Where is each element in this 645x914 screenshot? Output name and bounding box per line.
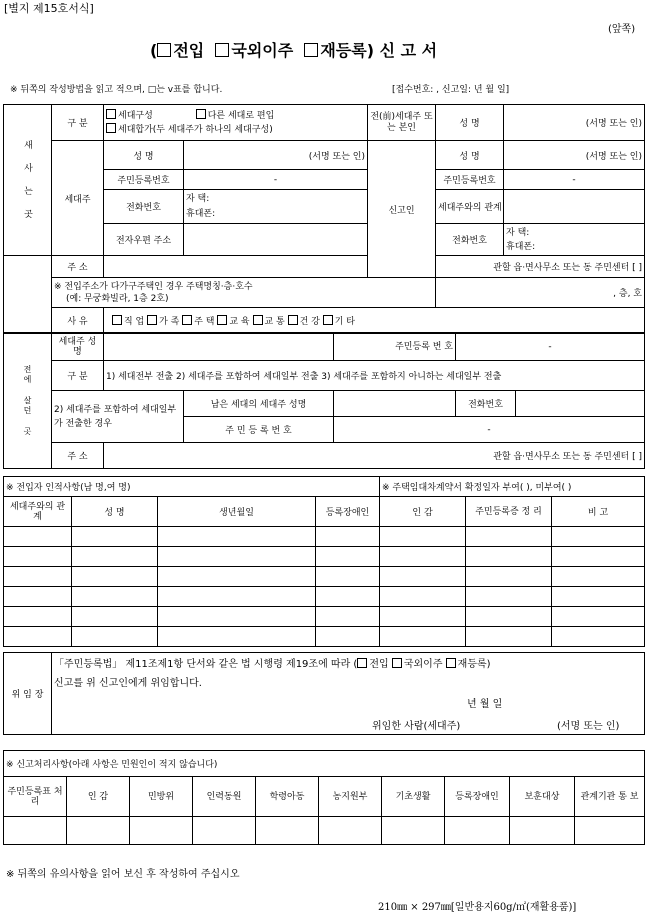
table-row — [4, 527, 645, 547]
col-seal: 인 감 — [380, 497, 466, 527]
checkbox-household-form[interactable] — [106, 109, 116, 119]
person-note-cell[interactable] — [552, 607, 645, 627]
gubun-label: 구 분 — [52, 105, 104, 141]
checkbox-deleg-reregister[interactable] — [446, 658, 456, 668]
delegation-label: 위 임 장 — [4, 653, 52, 735]
head-label: 세대주 — [52, 141, 104, 256]
table-row — [4, 607, 645, 627]
head-home-phone: 자 택: — [186, 193, 210, 204]
new-address-section-label — [4, 105, 52, 256]
processing-col-header: 주민등록표 처 리 — [4, 777, 67, 817]
processing-col-header: 인력동원 — [193, 777, 256, 817]
new-address-table — [3, 104, 645, 334]
person-seal-cell[interactable] — [380, 527, 466, 547]
processing-col-header: 기초생활 — [382, 777, 445, 817]
head-phone-fields[interactable] — [184, 190, 368, 224]
processing-cell[interactable] — [256, 817, 319, 845]
checkbox-reason-health[interactable] — [288, 315, 298, 325]
processing-col-header: 민방위 — [130, 777, 193, 817]
processing-col-header: 농지원부 — [319, 777, 382, 817]
delegation-line2: 신고를 위 신고인에게 위임합니다. — [54, 678, 202, 689]
person-note-cell[interactable] — [552, 547, 645, 567]
checkbox-reason-family[interactable] — [147, 315, 157, 325]
prev-address-label: 주 소 — [52, 443, 104, 469]
reporter-sign[interactable]: (서명 또는 인) — [504, 141, 645, 170]
processing-cell[interactable] — [445, 817, 510, 845]
reporter-name-label: 성 명 — [436, 141, 504, 170]
checkbox-reason-traffic[interactable] — [253, 315, 263, 325]
delegator-sign[interactable]: (서명 또는 인) — [557, 721, 620, 732]
reason-traffic: 교 통 — [264, 317, 285, 327]
prev-gubun-options[interactable]: 1) 세대전부 전출 2) 세대주를 포함하여 세대일부 전출 3) 세대주를 포함하지 아니하는 세대일부 전출 — [104, 361, 645, 391]
person-name-cell[interactable] — [72, 627, 158, 647]
processing-col-header: 관계기관 통 보 — [575, 777, 645, 817]
person-note-cell[interactable] — [552, 567, 645, 587]
checkbox-reason-housing[interactable] — [182, 315, 192, 325]
person-relation-cell[interactable] — [4, 607, 72, 627]
paper-spec: 210㎜ × 297㎜[일반용지60g/㎡(재활용품)] — [378, 902, 577, 913]
prev-address-field[interactable]: 관할 읍·면사무소 또는 동 주민센터 [ ] — [104, 443, 645, 469]
person-seal-cell[interactable] — [380, 547, 466, 567]
delegation-text1: 「주민등록법」 제11조제1항 단서와 같은 법 시행령 제19조에 따라 ( — [54, 659, 358, 670]
processing-col-header: 등록장애인 — [445, 777, 510, 817]
reporter-label: 신고인 — [368, 141, 436, 278]
remain-head-field[interactable] — [334, 391, 456, 417]
table-row — [4, 587, 645, 607]
person-seal-cell[interactable] — [380, 627, 466, 647]
processing-cell[interactable] — [4, 817, 67, 845]
person-idcard-cell[interactable] — [466, 547, 552, 567]
delegation-table — [3, 652, 645, 735]
reason-health: 건 강 — [299, 317, 320, 327]
reason-other: 기 타 — [334, 317, 355, 327]
prev-head-label: 전(前)세대주 또는 본인 — [368, 105, 436, 141]
checkbox-move-in[interactable] — [157, 43, 171, 57]
reason-options — [104, 308, 645, 334]
processing-cell[interactable] — [575, 817, 645, 845]
gubun-options — [104, 105, 368, 141]
delegation-line1 — [54, 655, 642, 670]
person-disabled-cell[interactable] — [316, 627, 380, 647]
processing-col-header: 학령아동 — [256, 777, 319, 817]
title-close: ) 신 고 서 — [366, 41, 438, 60]
table-row — [4, 567, 645, 587]
checkbox-deleg-move-in[interactable] — [357, 658, 367, 668]
reason-housing: 주 택 — [194, 317, 215, 327]
page-title — [150, 38, 437, 61]
reason-label: 사 유 — [52, 308, 104, 334]
person-idcard-cell[interactable] — [466, 567, 552, 587]
person-disabled-cell[interactable] — [316, 567, 380, 587]
col-disabled: 등록장애인 — [316, 497, 380, 527]
checkbox-emigration[interactable] — [215, 43, 229, 57]
person-note-cell[interactable] — [552, 587, 645, 607]
deleg-opt2: 국외이주 — [403, 659, 443, 670]
person-name-cell[interactable] — [72, 547, 158, 567]
person-relation-cell[interactable] — [4, 547, 72, 567]
person-disabled-cell[interactable] — [316, 587, 380, 607]
remain-phone-field[interactable] — [516, 391, 645, 417]
processing-cell[interactable] — [67, 817, 130, 845]
prev-head-name-field[interactable] — [104, 333, 334, 361]
head-name-label: 성 명 — [104, 141, 184, 170]
title-open: ( — [150, 41, 158, 60]
head-reg-no-label: 주민등록번호 — [104, 170, 184, 190]
new-address-section-text: 새 사 는 곳 — [22, 140, 32, 220]
person-note-cell[interactable] — [552, 527, 645, 547]
checkbox-reason-other[interactable] — [323, 315, 333, 325]
new-address-field[interactable]: 관할 읍·면사무소 또는 동 주민센터 [ ] — [104, 256, 645, 278]
floor-unit-field[interactable]: , 층, 호 — [436, 278, 645, 308]
deleg-opt3: 재등록) — [457, 659, 491, 670]
person-birth-cell[interactable] — [158, 527, 316, 547]
title-opt-emigration: 국외이주 — [231, 41, 294, 60]
persons-table — [3, 476, 645, 647]
prev-address-table — [3, 332, 645, 469]
new-address-sub-label-cell — [4, 256, 52, 334]
person-idcard-cell[interactable] — [466, 627, 552, 647]
reason-education: 교 육 — [229, 317, 250, 327]
form-number: [별지 제15호서식] — [4, 2, 94, 15]
title-opt-move-in: 전입 — [173, 41, 205, 60]
remain-head-label: 남은 세대의 세대주 성명 — [184, 391, 334, 417]
person-seal-cell[interactable] — [380, 607, 466, 627]
processing-col-header: 인 감 — [67, 777, 130, 817]
reason-family: 가 족 — [159, 317, 180, 327]
multi-unit-note-1: ※ 전입주소가 다가구주택인 경우 주택명칭·층·호수 — [54, 281, 253, 292]
person-birth-cell[interactable] — [158, 567, 316, 587]
prev-head-name-label2: 세대주 성 명 — [52, 333, 104, 361]
prev-reg-no-label: 주민등록 번 호 — [334, 333, 456, 361]
persons-count: ※ 전입자 인적사항(남 명,여 명) — [4, 477, 380, 497]
processing-cell[interactable] — [510, 817, 575, 845]
person-name-cell[interactable] — [72, 527, 158, 547]
person-disabled-cell[interactable] — [316, 527, 380, 547]
processing-title: ※ 신고처리사항(아래 사항은 민원인이 적지 않습니다) — [4, 751, 645, 777]
prev-gubun-label: 구 분 — [52, 361, 104, 391]
person-disabled-cell[interactable] — [316, 607, 380, 627]
title-opt-reregister: 재등록 — [320, 41, 367, 60]
processing-col-header: 보훈대상 — [510, 777, 575, 817]
relation-field[interactable] — [504, 190, 645, 224]
reporter-phone-label: 전화번호 — [436, 224, 504, 256]
opt-household-form: 세대구성 — [118, 110, 153, 121]
reporter-mobile-phone: 휴대폰: — [506, 241, 536, 252]
processing-cell[interactable] — [130, 817, 193, 845]
page-side: (앞쪽) — [608, 24, 636, 35]
reason-job: 직 업 — [124, 317, 145, 327]
delegation-date[interactable]: 년 월 일 — [467, 699, 503, 710]
checkbox-reregister[interactable] — [304, 43, 318, 57]
prev-address-section-text: 전에 살던 곳 — [23, 364, 32, 437]
delegation-body — [52, 653, 645, 735]
person-note-cell[interactable] — [552, 627, 645, 647]
table-row — [4, 547, 645, 567]
person-relation-cell[interactable] — [4, 587, 72, 607]
person-birth-cell[interactable] — [158, 587, 316, 607]
prev-head-name-label: 성 명 — [436, 105, 504, 141]
person-name-cell[interactable] — [72, 567, 158, 587]
receipt-info: [접수번호: , 신고일: 년 월 일] — [392, 85, 510, 95]
instruction-text: ※ 뒤쪽의 작성방법을 읽고 적으며, □는 v표를 합니다. — [10, 85, 223, 95]
person-seal-cell[interactable] — [380, 567, 466, 587]
remain-reg-no-label: 주 민 등 록 번 호 — [184, 417, 334, 443]
prev-reg-no-field[interactable]: - — [456, 333, 645, 361]
head-mobile-phone: 휴대폰: — [186, 208, 216, 219]
new-address-label: 주 소 — [52, 256, 104, 278]
prev-head-sign[interactable]: (서명 또는 인) — [504, 105, 645, 141]
reporter-phone-fields[interactable] — [504, 224, 645, 256]
processing-cell[interactable] — [382, 817, 445, 845]
person-idcard-cell[interactable] — [466, 527, 552, 547]
col-note: 비 고 — [552, 497, 645, 527]
person-idcard-cell[interactable] — [466, 587, 552, 607]
processing-cell[interactable] — [193, 817, 256, 845]
checkbox-deleg-emigration[interactable] — [392, 658, 402, 668]
footer-note: ※ 뒤쪽의 유의사항을 읽어 보신 후 작성하여 주십시오 — [6, 869, 240, 880]
person-name-cell[interactable] — [72, 607, 158, 627]
checkbox-household-merge[interactable] — [106, 123, 116, 133]
col-birth: 생년월일 — [158, 497, 316, 527]
multi-unit-note — [52, 278, 436, 308]
reporter-reg-no-field[interactable]: - — [504, 170, 645, 190]
person-relation-cell[interactable] — [4, 527, 72, 547]
head-phone-label: 전화번호 — [104, 190, 184, 224]
deleg-opt1: 전입 — [369, 659, 389, 670]
opt-join-other: 다른 세대로 편입 — [207, 110, 275, 121]
person-birth-cell[interactable] — [158, 607, 316, 627]
col-name: 성 명 — [72, 497, 158, 527]
checkbox-reason-job[interactable] — [112, 315, 122, 325]
processing-cell[interactable] — [319, 817, 382, 845]
remain-reg-no-field[interactable]: - — [334, 417, 645, 443]
checkbox-reason-education[interactable] — [217, 315, 227, 325]
lease-note: ※ 주택임대차계약서 확정일자 부여( ), 미부여( ) — [380, 477, 645, 497]
head-sign[interactable]: (서명 또는 인) — [184, 141, 368, 170]
opt-household-merge: 세대합가(두 세대주가 하나의 세대구성) — [118, 124, 273, 135]
person-relation-cell[interactable] — [4, 627, 72, 647]
delegator-label: 위임한 사람(세대주) — [372, 721, 461, 732]
remain-phone-label: 전화번호 — [456, 391, 516, 417]
reporter-reg-no-label: 주민등록번호 — [436, 170, 504, 190]
col-id-card: 주민등록증 정 리 — [466, 497, 552, 527]
head-reg-no-field[interactable]: - — [184, 170, 368, 190]
relation-label: 세대주와의 관계 — [436, 190, 504, 224]
prev-address-section-label — [4, 333, 52, 469]
table-row — [4, 627, 645, 647]
person-seal-cell[interactable] — [380, 587, 466, 607]
person-birth-cell[interactable] — [158, 547, 316, 567]
person-idcard-cell[interactable] — [466, 607, 552, 627]
processing-table — [3, 750, 645, 845]
reporter-home-phone: 자 택: — [506, 227, 530, 238]
person-relation-cell[interactable] — [4, 567, 72, 587]
email-field[interactable] — [184, 224, 368, 256]
person-birth-cell[interactable] — [158, 627, 316, 647]
case2-label: 2) 세대주를 포함하여 세대일부가 전출한 경우 — [52, 391, 184, 443]
multi-unit-note-2: (예: 무궁화빌라, 1층 2호) — [66, 293, 169, 304]
checkbox-join-other[interactable] — [196, 109, 206, 119]
col-relation: 세대주와의 관계 — [4, 497, 72, 527]
email-label: 전자우편 주소 — [104, 224, 184, 256]
person-disabled-cell[interactable] — [316, 547, 380, 567]
person-name-cell[interactable] — [72, 587, 158, 607]
